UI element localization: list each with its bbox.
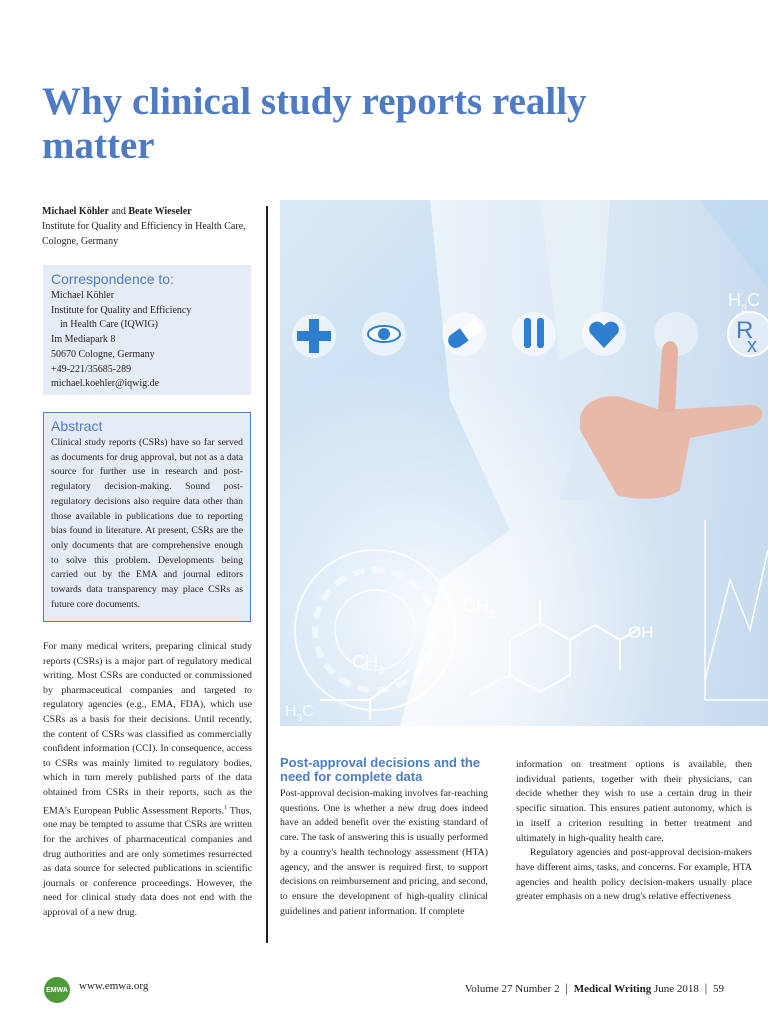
article-title: Why clinical study reports really matter xyxy=(42,80,587,167)
footer-volume: Volume 27 Number 2 xyxy=(464,983,560,995)
abstract-heading: Abstract xyxy=(51,418,103,434)
abstract-box xyxy=(43,412,251,622)
correspondence-phone: +49-221/35685-289 xyxy=(51,363,132,375)
author-affiliation: Institute for Quality and Efficiency in Health Care, Cologne, Germany xyxy=(42,221,246,247)
emwa-logo[interactable]: EMWA xyxy=(44,977,70,1003)
section-paragraph-col3-2: Regulatory agencies and post-approval decision-makers have different aims, tasks, and concerns. For example, HTA agencies and health policy decision-makers usually place greater emphasis on a new drug's relative effectiveness xyxy=(516,847,752,903)
pill-icon xyxy=(442,312,486,356)
heart-icon xyxy=(582,312,626,356)
footer-issue-info xyxy=(465,980,724,996)
author-2: Beate Wieseler xyxy=(128,206,192,217)
correspondence-line: in Health Care (IQWIG) xyxy=(60,319,159,331)
footer-date: June 2018 xyxy=(653,983,699,995)
rx-symbol xyxy=(728,312,768,357)
correspondence-email[interactable]: michael.koehler@iqwig.de xyxy=(51,378,160,390)
footer-separator: | xyxy=(704,980,708,995)
section-paragraph-col2: Post-approval decision-making involves far-reaching questions. One is whether a new drug does indeed have an added benefit over the existing standard of care. The task of answering this is usually performed by a country's health technology assessment (HTA) agency, and the answer is required first, to support decisions on reimbursement and pricing, and second, to ensure the development of high-quality clinical guidelines and patient information. If complete xyxy=(280,788,488,917)
footer-separator: | xyxy=(565,980,568,995)
author-block xyxy=(42,204,254,249)
author-and: and xyxy=(111,206,126,217)
plus-icon xyxy=(292,314,336,358)
reference-marker[interactable]: 1 xyxy=(224,804,228,811)
correspondence-line: Institute for Quality and Efficiency xyxy=(51,304,192,316)
intro-text: For many medical writers, preparing clinical study reports (CSRs) is a major part of regulatory medical writing. Most CSRs are conducted or commissioned by pharmaceutical companies and targeted to regulatory agencies (e.g., EMA, FDA), which use CSRs as a basis for their decisions. Until recently, the content of CSRs was classified as commercially confident information (CCI). In consequence, access to CSRs was mainly limited to regulatory bodies, which in turn merely published parts of the data obtained from CSRs in their reports, such as the EMA's European Public Assessment Reports. xyxy=(43,641,252,816)
correspondence-box xyxy=(43,265,251,395)
correspondence-heading: Correspondence to: xyxy=(51,271,174,287)
correspondence-line: Im Mediapark 8 xyxy=(51,334,116,346)
intro-paragraph xyxy=(43,640,252,921)
label-ch3-upper: $CH_3$ xyxy=(463,596,496,621)
correspondence-line: Michael Köhler xyxy=(51,290,115,301)
author-1: Michael Köhler xyxy=(42,206,109,217)
correspondence-line: 50670 Cologne, Germany xyxy=(51,348,155,360)
svg-text:x: x xyxy=(747,335,757,357)
svg-text:R: R xyxy=(736,317,754,344)
label-h3c-right: $H_3C$ xyxy=(728,290,761,315)
eye-icon xyxy=(362,312,406,356)
footer-journal: Medical Writing xyxy=(573,983,652,995)
section-heading: Post-approval decisions and the need for complete data xyxy=(280,755,481,784)
abstract-text: Clinical study reports (CSRs) have so far served as documents for drug approval, but not as a data source for further use in research and post-regulatory decision-making. Sound post-regulatory decisions also require data other than those available in publications due to reporting bias found in literature. At present, CSRs are the only documents that are comprehensive enough to solve this problem. Developments being carried out by the EMA and journal editors towards data transparency may place CSRs as future core documents. xyxy=(51,437,243,610)
hero-image xyxy=(280,200,768,726)
section-column-3 xyxy=(516,758,752,905)
footer-page-number: 59 xyxy=(713,983,724,995)
footer-url[interactable]: www.emwa.org xyxy=(79,980,149,992)
label-ch3-lower: $CH_3$ xyxy=(352,652,385,677)
section-paragraph-col3-1: information on treatment options is available, then individual patients, together with their physicians, can decide whether they wish to use a certain drug in their specific situation. This ensures patient autonomy, which is in itself a criterion resulting in better treatment and ultimately in high-quality health care. xyxy=(516,759,752,844)
test-tubes-icon xyxy=(512,312,556,356)
intro-text-continued: Thus, one may be tempted to assume that CSRs are written for the archives of pharmaceutical companies and drug authorities and are only sometimes resurrected as data source for selected publications in scientific journals or conference proceedings. However, the need for clinical study data does not end with the approval of a new drug. xyxy=(43,804,252,918)
column-divider xyxy=(266,206,268,943)
label-oh: OH xyxy=(628,623,654,642)
label-h3c: $H_3C$ xyxy=(285,703,314,724)
